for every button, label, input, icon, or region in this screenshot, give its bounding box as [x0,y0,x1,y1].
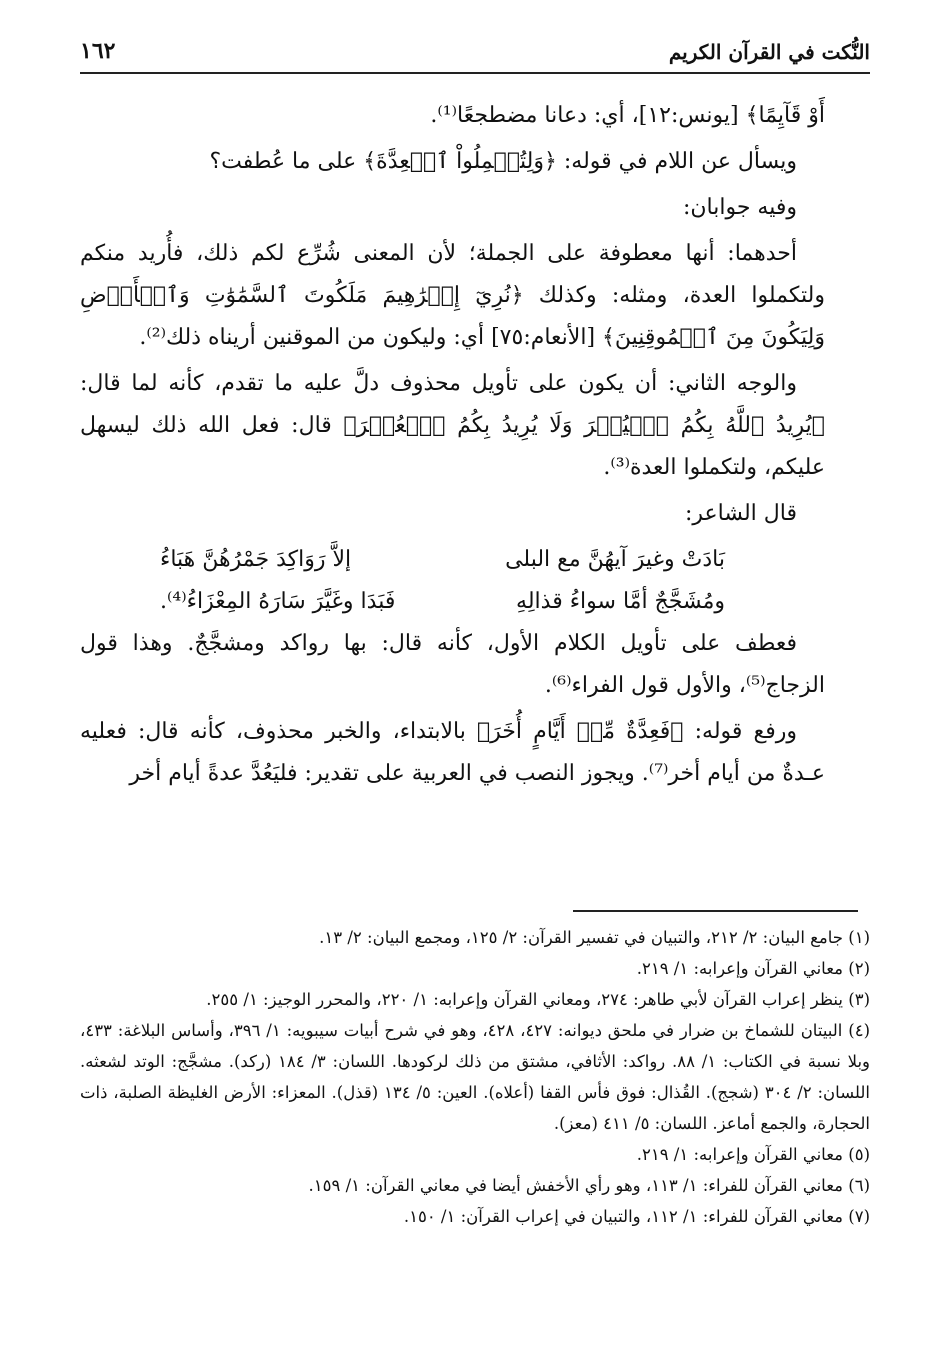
verse-first-hemistich: بَادَتْ وغيرَ آيهُنَّ مع البلى [505,547,725,572]
main-text [80,95,825,799]
footnote: (٦) معاني القرآن للفراء: ١/ ١١٣، وهو رأي الأخفش أيضا في معاني القرآن: ١/ ١٥٩. [308,1176,870,1195]
footnote: (١) جامع البيان: ٢/ ٢١٢، والتبيان في تفسير القرآن: ٢/ ١٢٥، ومجمع البيان: ٢/ ١٣. [319,928,870,947]
footnotes [80,922,870,1232]
page-number: ١٦٢ [80,38,116,64]
paragraph: أحدهما: أنها معطوفة على الجملة؛ لأن المعنى شُرِّع لكم ذلك، فأُريد منكم ولتكملوا العدة، ومثله: وكذلك ﴿نُرِيٓ إِبۡرَٰهِيمَ مَلَكُوتَ ٱلسَّمَٰوَٰتِ وَٱلۡأَرۡضِ وَلِيَكُونَ مِنَ ٱلۡمُوقِنِينَ﴾ [الأنعام:٧٥] أي: وليكون من الموقنين أريناه ذلك⁽²⁾. [80,241,825,350]
footnote: (٧) معاني القرآن للفراء: ١/ ١١٢، والتبيان في إعراب القرآن: ١/ ١٥٠. [403,1207,870,1226]
paragraph: والوجه الثاني: أن يكون على تأويل محذوف دلَّ عليه ما تقدم، كأنه لما قال: ﴿يُرِيدُ ٱللَّهُ بِكُمُ ٱلۡيُسۡرَ وَلَا يُرِيدُ بِكُمُ ٱلۡعُسۡرَ﴾ قال: فعل الله ذلك ليسهل عليكم، ولتكملوا العدة⁽³⁾. [80,371,825,480]
poem-verse [80,581,825,623]
poem-verse [80,539,825,581]
page-header [80,36,870,74]
verse-second-hemistich: فَبَدَا وغَيَّرَ سَارَهُ المِعْزَاءُ⁽⁴⁾. [160,589,396,614]
paragraph: ويسأل عن اللام في قوله: ﴿وَلِتُكۡمِلُواْ ٱلۡعِدَّةَ﴾ على ما عُطفت؟ [209,149,797,174]
verse-second-hemistich: إلاَّ رَوَاكِدَ جَمْرُهُنَّ هَبَاءُ [160,547,352,572]
paragraph: أَوْ قَآيِمًا﴾ [يونس:١٢]، أي: دعانا مضطجعًا⁽¹⁾. [430,103,825,128]
paragraph: فعطف على تأويل الكلام الأول، كأنه قال: بها رواكد ومشجَّجٌ. وهذا قول الزجاج⁽⁵⁾، والأول قول الفراء⁽⁶⁾. [80,631,825,698]
footnote: (٢) معاني القرآن وإعرابه: ١/ ٢١٩. [636,959,870,978]
footnote: (٣) ينظر إعراب القرآن لأبي طاهر: ٢٧٤، ومعاني القرآن وإعرابه: ١/ ٢٢٠، والمحرر الوجيز: ١/ ٢٥٥. [206,990,870,1009]
running-title: النُّكت في القرآن الكريم [668,40,870,64]
verse-first-hemistich: ومُشَجَّجٌ أمَّا سواءُ قذالِهِ [516,589,725,614]
paragraph: ورفع قوله: ﴿فَعِدَّةٌ مِّنۡ أَيَّامٍ أُخَرَ﴾ بالابتداء، والخبر محذوف، كأنه قال: فعليه عـدةٌ من أيام أخر⁽⁷⁾. ويجوز النصب في العربية على تقدير: فليَعُدَّ عدةً أيام أخر [80,719,825,786]
footnote: (٤) البيتان للشماخ بن ضرار في ملحق ديوانه: ٤٢٧، ٤٢٨، وهو في شرح أبيات سيبويه: ١/ ٣٩٦، وأساس البلاغة: ٤٣٣، وبلا نسبة في الكتاب: ١/ ٨٨. رواكد: الأثافي، مشتق من ذلك لركودها. اللسان: ٣/ ١٨٤ (ركد). مشجَّج: الوتد لشعثه. اللسان: ٢/ ٣٠٤ (شجج). القُذال: فوق فأس القفا (أعلاه). العين: ٥/ ١٣٤ (قذل). المعزاء: الأرض الغليظة الصلبة، ذات الحجارة، والجمع أماعز. اللسان: ٥/ ٤١١ (معز). [80,1021,871,1133]
paragraph: قال الشاعر: [684,501,797,526]
paragraph: وفيه جوابان: [682,195,797,220]
footnote-separator [573,910,858,912]
footnote: (٥) معاني القرآن وإعرابه: ١/ ٢١٩. [636,1145,870,1164]
